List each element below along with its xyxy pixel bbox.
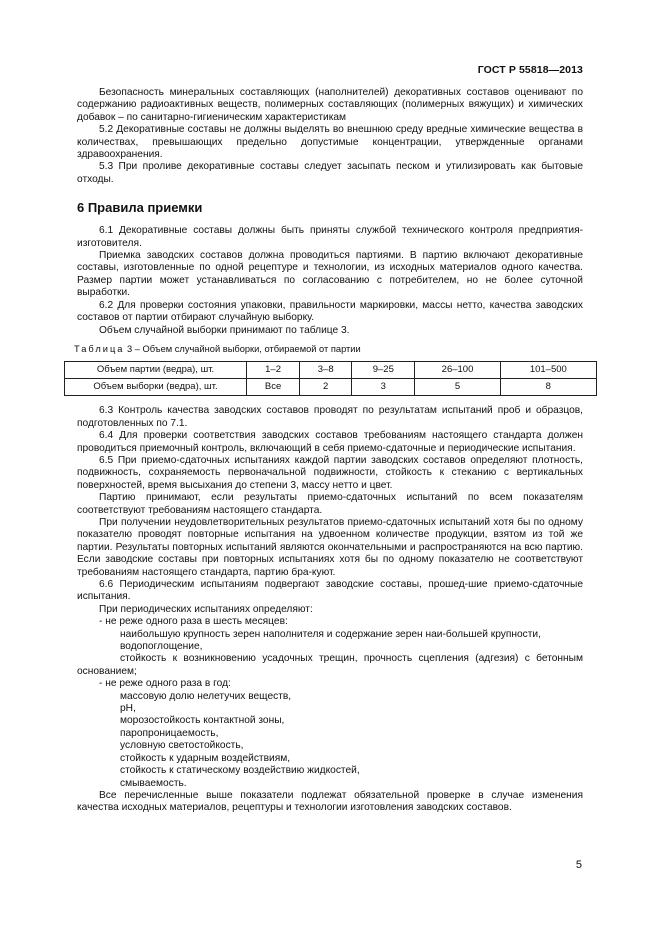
table-row-header: Объем партии (ведра), шт. bbox=[65, 362, 247, 379]
paragraph-6-1: 6.1 Декоративные составы должны быть приняты службой технического контроля предприятия-изготовителя. bbox=[77, 225, 583, 249]
table-cell: Все bbox=[247, 379, 300, 396]
paragraph-6-3: 6.3 Контроль качества заводских составов проводят по результатам испытаний проб и образцов, подготовленных по 7.1. bbox=[77, 405, 583, 429]
page-body bbox=[74, 87, 583, 815]
table-cell: 101–500 bbox=[500, 362, 596, 379]
paragraph-safety: Безопасность минеральных составляющих (наполнителей) декоративных составов оценивают по содержанию радиоактивных веществ, полимерных составляющих (полимерных вяжущих) и химических добавок – по санитарно-гигиеническим характеристикам bbox=[77, 87, 583, 123]
list-item: морозостойкость контактной зоны, bbox=[120, 715, 285, 727]
table-caption bbox=[74, 343, 583, 355]
page-number: 5 bbox=[575, 859, 582, 871]
table-row-batch bbox=[65, 362, 597, 379]
sample-size-table bbox=[64, 361, 597, 396]
paragraph-retest: При получении неудовлетворительных результатов приемо-сдаточных испытаний хотя бы по одному показателю проводят повторные испытания на удвоенном количестве продукции, взятом из той же партии. Результаты повторных испытаний являются окончательными и распространяются на всю партию. Если заводские составы при повторных испытаниях хотя бы по одному показателю не соответствуют требованиям настоящего стандарта, партию бра-куют. bbox=[77, 516, 583, 578]
paragraph-final: Все перечисленные выше показатели подлежат обязательной проверке в случае изменения качества исходных материалов, рецептуры и технологии изготовления заводских составов. bbox=[77, 789, 583, 814]
list-item: стойкость к возникновению усадочных трещин, прочность сцепления (адгезия) с бетонным основанием; bbox=[77, 653, 583, 677]
list-heading-yearly: - не реже одного раза в год: bbox=[99, 678, 231, 690]
list-item: паропроницаемость, bbox=[120, 727, 219, 739]
paragraph-6-6: 6.6 Периодическим испытаниям подвергают заводские составы, прошед-шие приемо-сдаточные испытания. bbox=[77, 579, 583, 603]
list-heading-six-months: - не реже одного раза в шесть месяцев: bbox=[99, 616, 288, 628]
table-cell: 3 bbox=[352, 379, 415, 396]
table-caption-text: 3 – Объем случайной выборки, отбираемой от партии bbox=[124, 343, 361, 354]
table-row-sample bbox=[65, 379, 597, 396]
paragraph-sample: Объем случайной выборки принимают по таблице 3. bbox=[99, 324, 350, 336]
list-item: водопоглощение, bbox=[120, 641, 203, 653]
table-cell: 2 bbox=[300, 379, 352, 396]
table-row-header: Объем выборки (ведра), шт. bbox=[65, 379, 247, 396]
paragraph-5-3: 5.3 При проливе декоративные составы следует засыпать песком и утилизировать как бытовые отходы. bbox=[77, 161, 583, 185]
list-item: наибольшую крупность зерен наполнителя и содержание зерен наи-большей крупности, bbox=[120, 628, 541, 640]
list-item: стойкость к статическому воздействию жидкостей, bbox=[120, 765, 360, 777]
section-6-heading: 6 Правила приемки bbox=[77, 200, 203, 216]
paragraph-6-4: 6.4 Для проверки соответствия заводских составов требованиям настоящего стандарта должен проводиться приемочный контроль, включающий в себя приемо-сдаточные и периодические испытания. bbox=[77, 430, 583, 454]
list-item: pH, bbox=[120, 703, 136, 715]
list-item: условную светостойкость, bbox=[120, 740, 244, 752]
table-cell: 3–8 bbox=[300, 362, 352, 379]
paragraph-accept: Партию принимают, если результаты приемо-сдаточных испытаний по всем показателям соответствуют требованиям настоящего стандарта. bbox=[77, 492, 583, 516]
table-caption-label: Таблица bbox=[74, 343, 125, 354]
list-item: смываемость. bbox=[120, 777, 187, 789]
paragraph-batch: Приемка заводских составов должна проводиться партиями. В партию включают декоративные составы, изготовленные по одной рецептуре и технологии, из исходных материалов одного качества. Размер партии может устанавливаться по согласованию с потребителем, но не более суточной выработки. bbox=[77, 250, 583, 299]
list-item: стойкость к ударным воздействиям, bbox=[120, 752, 291, 764]
paragraph-periodic: При периодических испытаниях определяют: bbox=[99, 603, 313, 615]
paragraph-6-5: 6.5 При приемо-сдаточных испытаниях каждой партии заводских составов определяют плотность, подвижность, сохраняемость первоначальной подвижности, стойкость к стеканию с вертикальных поверхностей, время высыхания до степени 3, массу нетто и цвет. bbox=[77, 454, 583, 491]
list-item: массовую долю нелетучих веществ, bbox=[120, 690, 292, 702]
table-cell: 8 bbox=[500, 379, 596, 396]
paragraph-5-2: 5.2 Декоративные составы не должны выделять во внешнюю среду вредные химические вещества в количествах, превышающих предельно допустимые концентрации, утвержденные органами здравоохранения. bbox=[77, 124, 583, 161]
table-cell: 5 bbox=[415, 379, 500, 396]
table-cell: 1–2 bbox=[247, 362, 300, 379]
table-cell: 26–100 bbox=[415, 362, 500, 379]
standard-number: ГОСТ Р 55818—2013 bbox=[477, 64, 583, 76]
paragraph-6-2: 6.2 Для проверки состояния упаковки, правильности маркировки, массы нетто, качества заводских составов от партии отбирают случайную выборку. bbox=[77, 299, 583, 324]
table-cell: 9–25 bbox=[352, 362, 415, 379]
